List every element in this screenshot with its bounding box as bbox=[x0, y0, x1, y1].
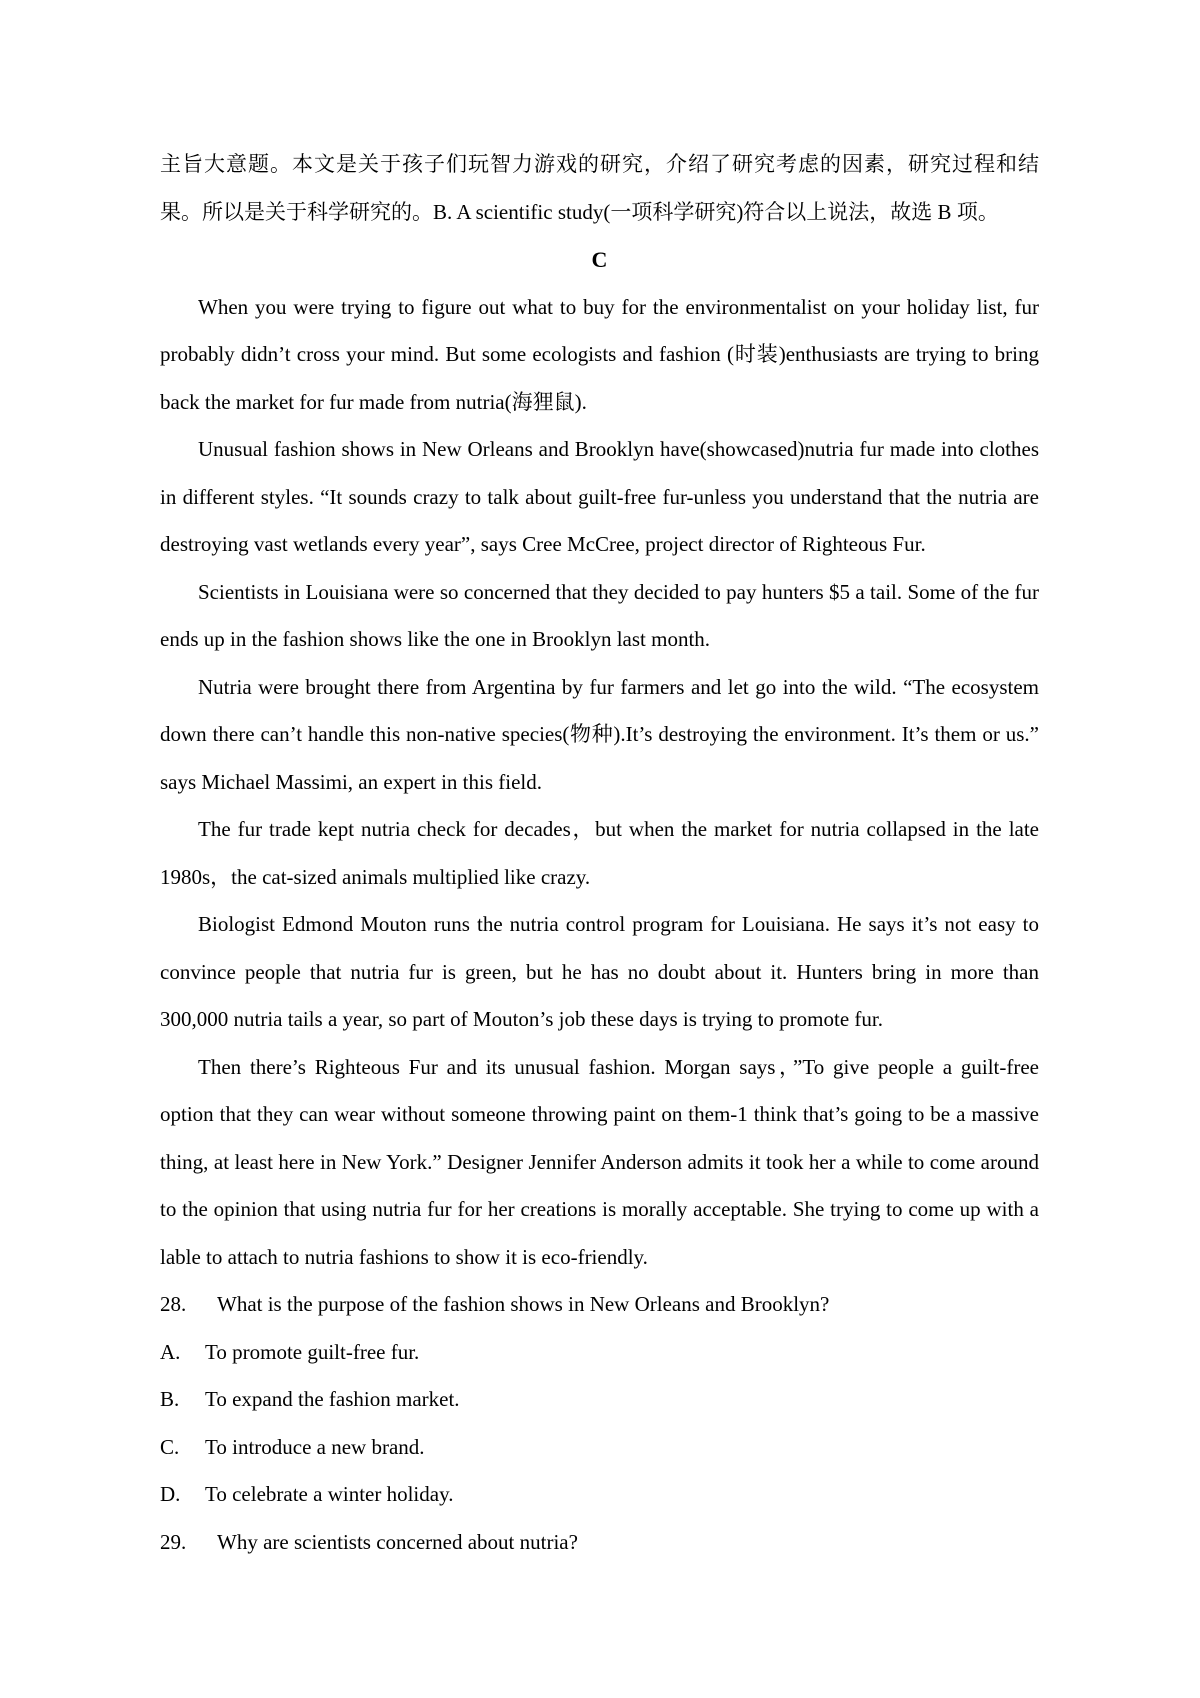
option-c-text: To introduce a new brand. bbox=[205, 1434, 425, 1459]
question-28-option-a bbox=[160, 1329, 1039, 1377]
passage-paragraph-6: Biologist Edmond Mouton runs the nutria control program for Louisiana. He says it’s not easy to convince people that nutria fur is green, but he has no doubt about it. Hunters bring in more than 300,000 nutria tails a year, so part of Mouton’s job these days is trying to promote fur. bbox=[160, 912, 1039, 1031]
option-b-label: B. bbox=[160, 1387, 180, 1411]
option-d-label: D. bbox=[160, 1482, 181, 1506]
question-28-option-d bbox=[160, 1471, 1039, 1519]
passage-paragraph-4: Nutria were brought there from Argentina by fur farmers and let go into the wild. “The ecosystem down there can’t handle this non-native species(物种).It’s destroying the environment. It’s them or us.” says Michael Massimi, an expert in this field. bbox=[160, 674, 1039, 794]
question-29 bbox=[160, 1519, 1039, 1567]
passage-paragraph-5: The fur trade kept nutria check for decades，but when the market for nutria collapsed in the late 1980s，the cat-sized animals multiplied like crazy. bbox=[160, 817, 1039, 889]
option-d-text: To celebrate a winter holiday. bbox=[205, 1482, 454, 1506]
question-29-text: Why are scientists concerned about nutria? bbox=[217, 1529, 578, 1554]
question-28-number: 28. bbox=[160, 1292, 187, 1316]
answer-explanation-text: 主旨大意题。本文是关于孩子们玩智力游戏的研究，介绍了研究考虑的因素，研究过程和结果。所以是关于科学研究的。B. A scientific study(一项科学研究)符合以上说法，故选 B 项。 bbox=[160, 152, 1039, 224]
option-a-text: To promote guilt-free fur. bbox=[205, 1339, 420, 1364]
question-28-option-b bbox=[160, 1376, 1039, 1424]
question-28-option-c bbox=[160, 1424, 1039, 1472]
section-heading: C bbox=[591, 247, 608, 272]
question-28-text: What is the purpose of the fashion shows in New Orleans and Brooklyn? bbox=[217, 1292, 830, 1316]
passage-paragraph-1: When you were trying to figure out what to buy for the environmentalist on your holiday list, fur probably didn’t cross your mind. But some ecologists and fashion (时装)enthusiasts are trying to bring back the market for fur made from nutria(海狸鼠). bbox=[160, 294, 1039, 414]
option-b-text: To expand the fashion market. bbox=[205, 1387, 460, 1411]
question-28 bbox=[160, 1281, 1039, 1329]
passage-paragraph-3: Scientists in Louisiana were so concerned that they decided to pay hunters $5 a tail. Some of the fur ends up in the fashion shows like the one in Brooklyn last month. bbox=[160, 579, 1039, 651]
passage-paragraph-2: Unusual fashion shows in New Orleans and Brooklyn have(showcased)nutria fur made into clothes in different styles. “It sounds crazy to talk about guilt-free fur-unless you understand that the nutria are destroying vast wetlands every year”, says Cree McCree, project director of Righteous Fur. bbox=[160, 437, 1039, 556]
question-29-number: 29. bbox=[160, 1529, 187, 1554]
passage-paragraph-7: Then there’s Righteous Fur and its unusual fashion. Morgan says，”To give people a guilt-free option that they can wear without someone throwing paint on them-1 think that’s going to be a massive thing, at least here in New York.” Designer Jennifer Anderson admits it took her a while to come around to the opinion that using nutria fur for her creations is morally acceptable. She trying to come up with a lable to attach to nutria fashions to show it is eco-friendly. bbox=[160, 1054, 1039, 1269]
option-a-label: A. bbox=[160, 1339, 181, 1364]
option-c-label: C. bbox=[160, 1434, 180, 1459]
